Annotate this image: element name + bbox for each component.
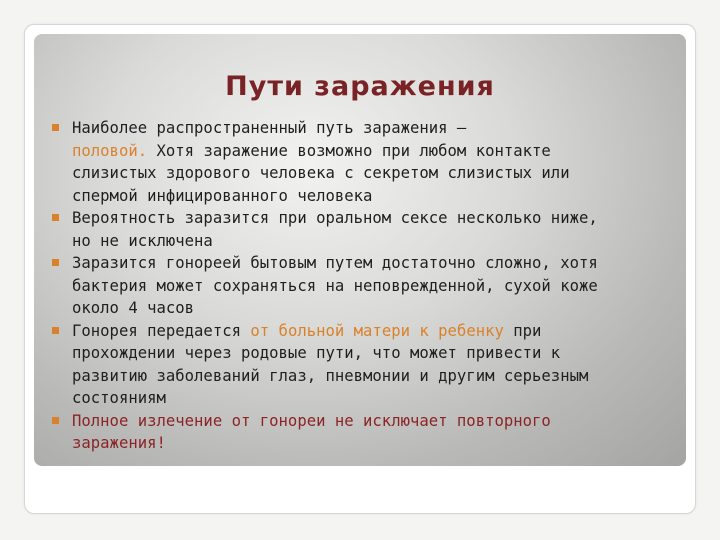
bullet-text-after: при прохождении через родовые пути, что может привести к развитию заболеваний глаз, пневмонии и другим серьезным состояниям: [72, 321, 589, 407]
bullet-item-reinfection: [52, 410, 612, 455]
square-bullet-icon: [52, 417, 59, 424]
bullet-alert-text: Полное излечение от гонореи не исключает повторного заражения!: [72, 411, 551, 452]
square-bullet-icon: [52, 214, 59, 221]
bullet-text-before: Наиболее распространенный путь заражения –: [72, 119, 467, 137]
bullet-item-oral: [52, 207, 612, 252]
bullet-list: [52, 117, 612, 455]
square-bullet-icon: [52, 124, 59, 131]
slide-title: Пути заражения: [225, 71, 495, 102]
bullet-text-after: Хотя заражение возможно при любом контакте слизистых здорового человека с секретом слизистых или спермой инфицированного человека: [72, 141, 570, 205]
square-bullet-icon: [52, 327, 59, 334]
bullet-highlight: от больной матери к ребенку: [250, 321, 504, 340]
bullet-text: Вероятность заразится при оральном сексе несколько ниже, но не исключена: [72, 209, 598, 250]
square-bullet-icon: [52, 259, 59, 266]
bullet-item-household: [52, 252, 612, 320]
bullet-text-before: Гонорея передается: [72, 321, 251, 340]
bullet-highlight: половой.: [72, 141, 148, 160]
bullet-text: Заразится гонореей бытовым путем достаточно сложно, хотя бактерия может сохраняться на неповрежденной, сухой коже около 4 часов: [72, 254, 598, 317]
bullet-item-mother-child: [52, 320, 612, 410]
bullet-item-transmission-routes: [52, 117, 612, 207]
